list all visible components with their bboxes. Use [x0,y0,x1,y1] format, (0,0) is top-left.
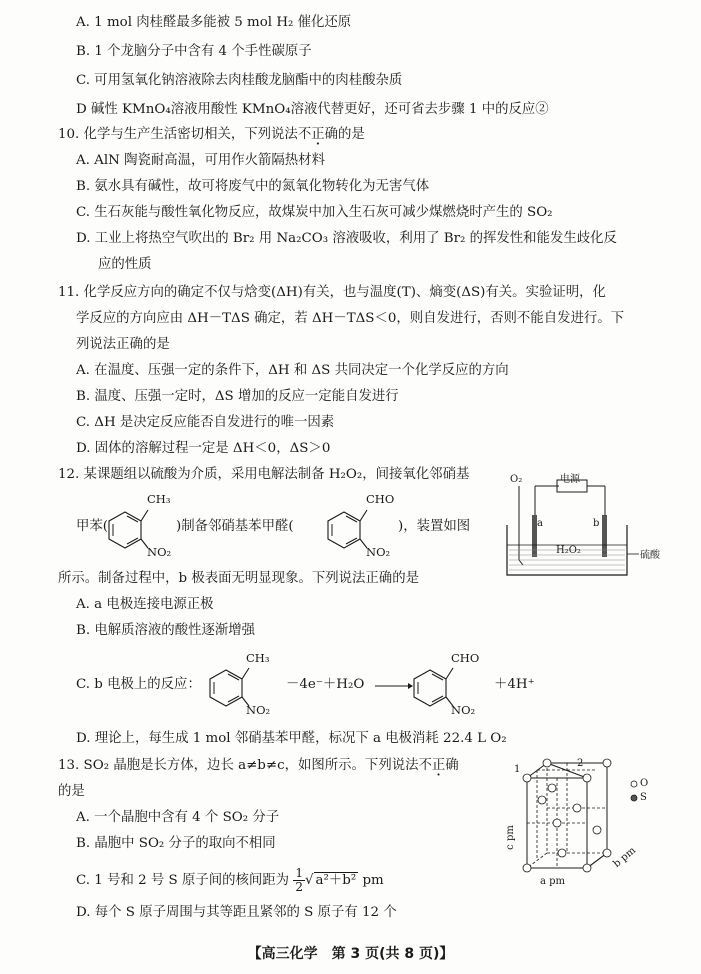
q12-option-c-suffix: ＋4H⁺ [494,677,535,692]
electrolysis-apparatus-diagram [505,470,645,585]
fraction: $\frac{1}{2}$ [295,866,303,894]
q11-option-b: B. 温度、压强一定时，ΔS 增加的反应一定能自发进行 [76,389,399,404]
atom-1-label: 1 [514,764,521,775]
c-axis-label: c pm [504,825,516,850]
q12-stem2-a: 甲苯( [76,519,109,534]
q13-option-c: C. 1 号和 2 号 S 原子间的核间距为 $\frac{1}{2}$ √ a²＋b² pm [76,866,384,894]
q12-stem-line3: 所示。制备过程中，b 极表面无明显现象。下列说法正确的是 [58,571,419,586]
q11-option-c: C. ΔH 是决定反应能否自发进行的唯一因素 [76,415,335,430]
cho-label: CHO [451,651,480,665]
q12-stem2-c: )，装置如图 [398,519,471,534]
q9-option-a: A. 1 mol 肉桂醛最多能被 5 mol H₂ 催化还原 [76,15,352,30]
electrode-b-label: b [593,518,600,529]
q11-stem-line2: 学反应的方向应由 ΔH－TΔS 确定，若 ΔH－TΔS＜0，则自发进行，否则不能自发进行。下 [76,311,625,326]
q12-stem2-b: )制备邻硝基苯甲醛( [176,519,294,534]
no2-label: NO₂ [451,703,476,717]
no2-label: NO₂ [246,703,271,717]
electrode-a-label: a [537,518,543,529]
q12-stem-line1: 12. 某课题组以硫酸为介质，采用电解法制备 H₂O₂，间接氧化邻硝基 [58,467,470,482]
cho-label: CHO [366,492,395,506]
q13-stem-line2: 的是 [58,784,85,799]
b-axis-label: b pm [611,845,639,870]
sulfuric-acid-label: 硫酸 [640,550,660,561]
oxygen-legend-label: O [640,778,649,789]
page-footer: 【高三化学 第 3 页(共 8 页)】 [247,946,454,962]
h2o2-label: H₂O₂ [556,545,581,556]
q11-stem-line1: 11. 化学反应方向的确定不仅与焓变(ΔH)有关，也与温度(T)、熵变(ΔS)有关。实验证明，化 [58,285,606,300]
sqrt-sign: √ [304,873,314,888]
q11-option-d: D. 固体的溶解过程一定是 ΔH＜0，ΔS＞0 [76,441,331,456]
q13-option-b: B. 晶胞中 SO₂ 分子的取向不相同 [76,836,276,851]
q10-option-d-line2: 应的性质 [98,257,152,272]
q10-option-b: B. 氨水具有碱性，故可将废气中的氮氧化物转化为无害气体 [76,179,430,194]
q9-option-d: D 碱性 KMnO₄溶液用酸性 KMnO₄溶液代替更好，还可省去步骤 1 中的反应② [76,102,549,117]
q13-option-d: D. 每个 S 原子周围与其等距且紧邻的 S 原子有 12 个 [76,905,397,920]
q10-option-a: A. AlN 陶瓷耐高温，可用作火箭隔热材料 [76,153,325,168]
atom-2-label: 2 [577,758,584,769]
q10-option-c: C. 生石灰能与酸性氧化物反应，故煤炭中加入生石灰可减少煤燃烧时产生的 SO₂ [76,205,553,220]
q12-option-c-prefix: C. b 电极上的反应： [76,677,201,692]
emphasis-not-correct: 不正确 [297,127,338,142]
ch3-label: CH₃ [246,651,270,665]
q9-option-c: C. 可用氢氧化钠溶液除去肉桂酸龙脑酯中的肉桂酸杂质 [76,73,403,88]
q12-option-b: B. 电解质溶液的酸性逐渐增强 [76,623,256,638]
q9-option-b: B. 1 个龙脑分子中含有 4 个手性碳原子 [76,44,312,59]
sulfur-legend-label: S [640,792,647,803]
q13-stem-line1: 13. SO₂ 晶胞是长方体，边长 a≠b≠c，如图所示。下列说法不正确 [58,758,459,773]
q12-option-c-middle: －4e⁻＋H₂O [286,677,365,692]
a-axis-label: a pm [540,876,566,887]
q10-stem: 10. 化学与生产生活密切相关，下列说法不正确的是 [58,127,365,142]
q11-stem-line3: 列说法正确的是 [76,337,170,352]
q10-option-d-line1: D. 工业上将热空气吹出的 Br₂ 用 Na₂CO₃ 溶液吸收，利用了 Br₂ 的挥发性和能发生歧化反 [76,231,617,246]
q13-option-a: A. 一个晶胞中含有 4 个 SO₂ 分子 [76,810,280,825]
o2-label: O₂ [510,474,523,485]
no2-label: NO₂ [147,545,172,559]
ch3-label: CH₃ [147,492,171,506]
q11-option-a: A. 在温度、压强一定的条件下，ΔH 和 ΔS 共同决定一个化学反应的方向 [76,363,509,378]
emphasis-not-correct: 不正确 [418,758,459,773]
q12-option-d: D. 理论上，每生成 1 mol 邻硝基苯甲醛，标况下 a 电极消耗 22.4 L O₂ [76,731,507,746]
q12-option-a: A. a 电极连接电源正极 [76,597,214,612]
power-source-label: 电源 [560,474,580,485]
no2-label: NO₂ [366,545,391,559]
